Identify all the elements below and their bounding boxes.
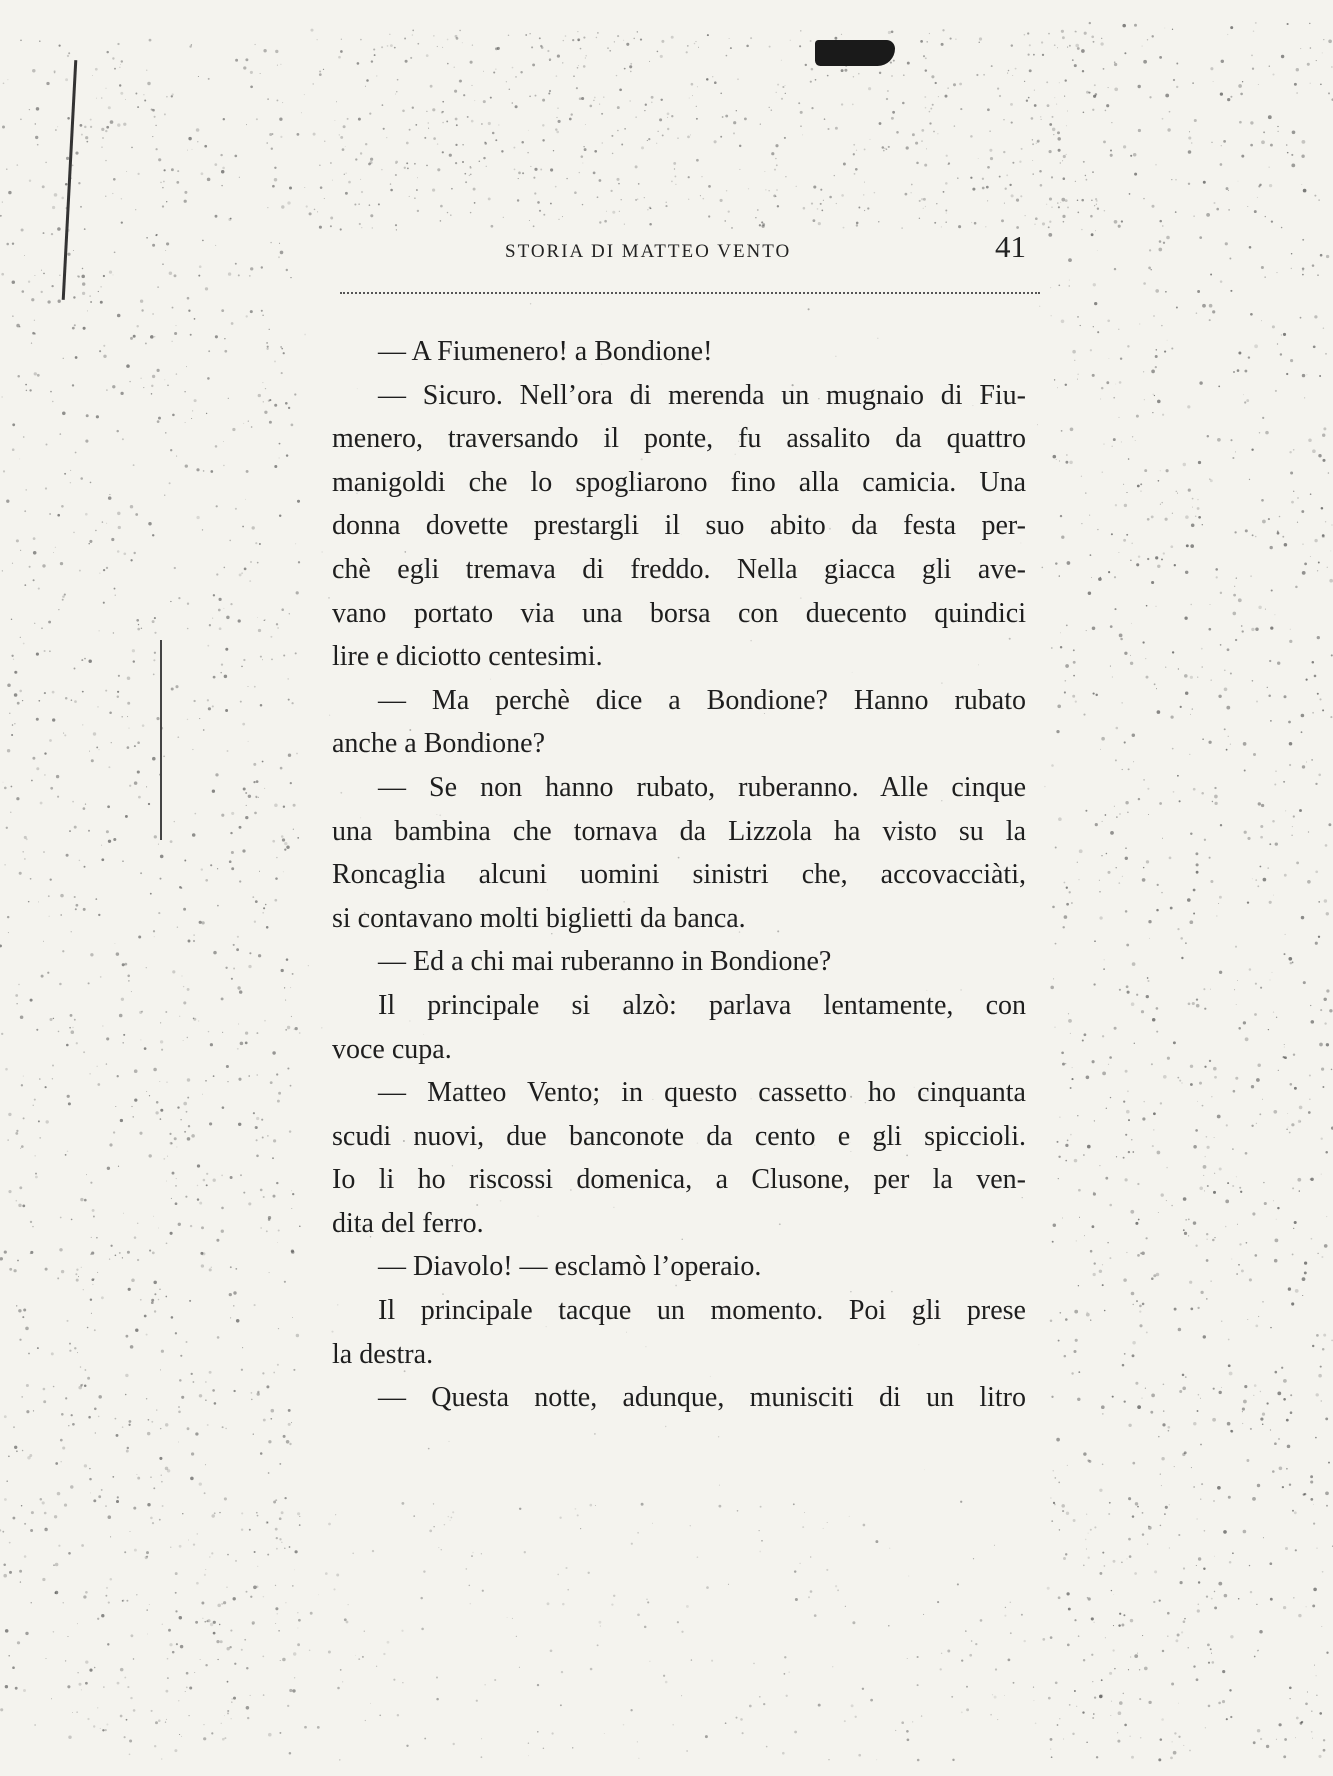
text-line: — Se non hanno rubato, ruberanno. Alle cinque [378, 771, 1026, 803]
text-line: donna dovette prestargli il suo abito da festa per- [332, 510, 1026, 542]
text-line: Io li ho riscossi domenica, a Clusone, per la ven- [332, 1164, 1026, 1196]
text-line: — Matteo Vento; in questo cassetto ho cinquanta [378, 1077, 1026, 1109]
text-line: — Sicuro. Nell’ora di merenda un mugnaio di Fiu- [378, 379, 1026, 411]
text-line: Il principale tacque un momento. Poi gli prese [378, 1295, 1026, 1327]
margin-ink-stroke-lower [160, 640, 162, 840]
text-line: una bambina che tornava da Lizzola ha visto su la [332, 815, 1026, 847]
body-text [332, 330, 1026, 1420]
text-line: chè egli tremava di freddo. Nella giacca gli ave- [332, 553, 1026, 585]
text-line: scudi nuovi, due banconote da cento e gli spiccioli. [332, 1120, 1026, 1152]
text-line: manigoldi che lo spogliarono fino alla camicia. Una [332, 466, 1026, 498]
text-line: Roncaglia alcuni uomini sinistri che, accovacciàti, [332, 859, 1026, 891]
page-number: 41 [995, 229, 1026, 264]
text-line: lire e diciotto centesimi. [332, 641, 603, 673]
text-line: — Diavolo! — esclamò l’operaio. [378, 1251, 762, 1283]
text-line: Il principale si alzò: parlava lentamente, con [378, 989, 1026, 1021]
text-line: — Ma perchè dice a Bondione? Hanno rubato [378, 684, 1026, 716]
running-head [340, 229, 1040, 271]
text-line: la destra. [332, 1338, 434, 1370]
text-line: anche a Bondione? [332, 728, 546, 760]
text-line: dita del ferro. [332, 1207, 484, 1239]
top-ink-blot [815, 40, 895, 66]
text-line: menero, traversando il ponte, fu assalito da quattro [332, 423, 1026, 455]
text-line: — Questa notte, adunque, munisciti di un litro [378, 1382, 1026, 1414]
text-line: — A Fiumenero! a Bondione! [378, 336, 713, 367]
text-line: voce cupa. [332, 1033, 452, 1065]
text-line: si contavano molti biglietti da banca. [332, 902, 746, 934]
text-line: vano portato via una borsa con duecento quindici [332, 597, 1026, 629]
text-line: — Ed a chi mai ruberanno in Bondione? [378, 946, 832, 978]
running-title: STORIA DI MATTEO VENTO [505, 241, 792, 262]
header-dotted-rule [340, 292, 1040, 294]
margin-ink-stroke [62, 60, 78, 300]
